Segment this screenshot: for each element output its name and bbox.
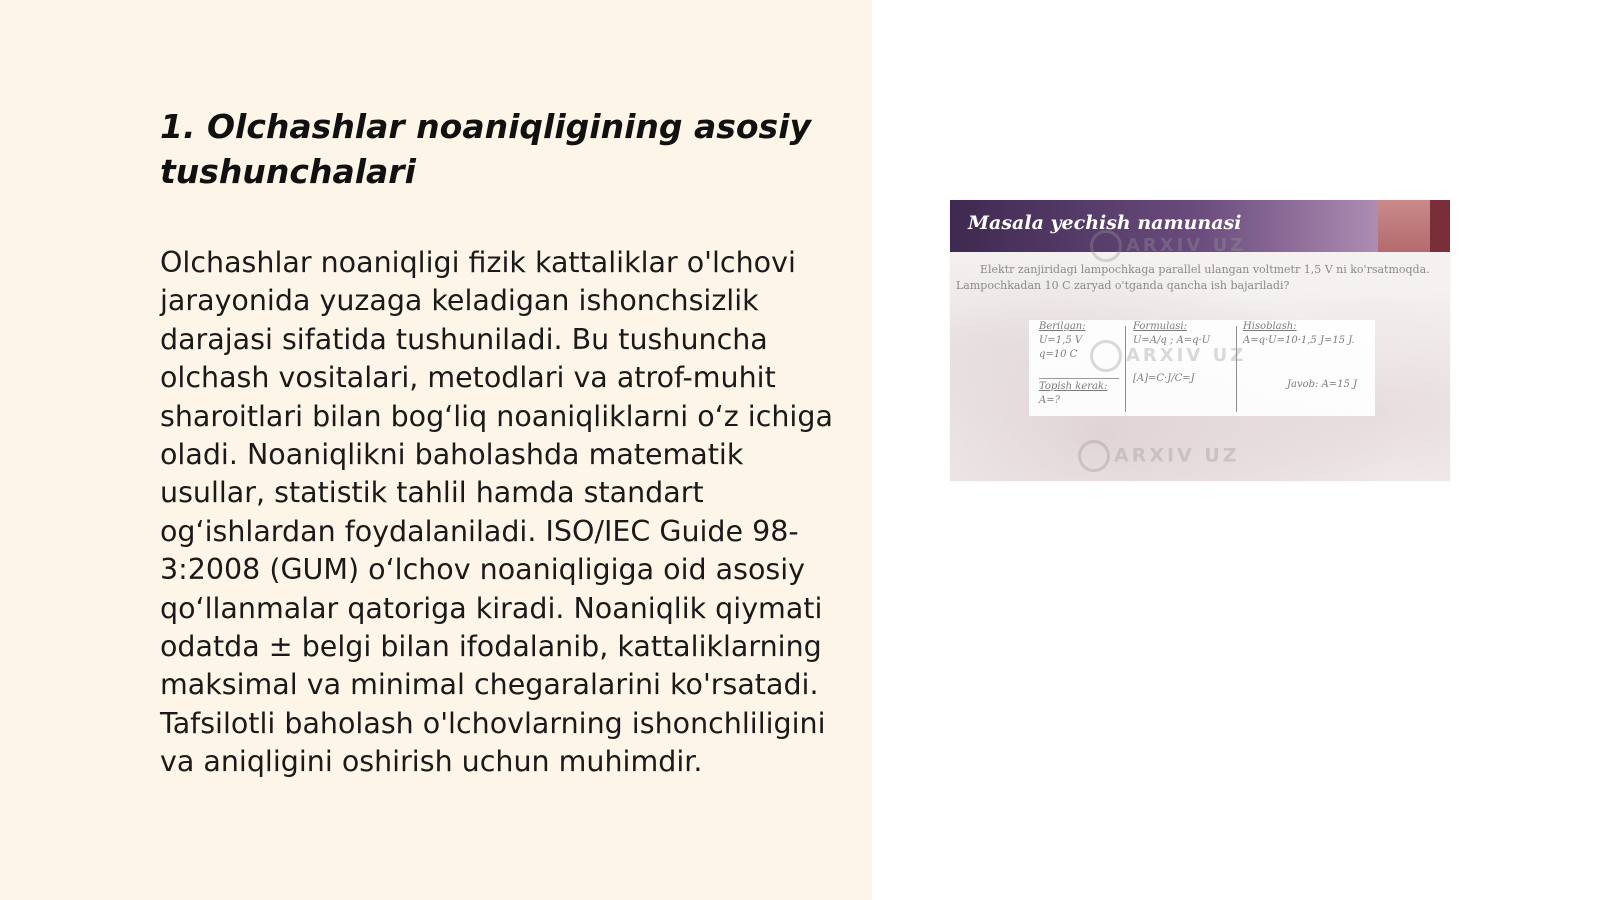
given-heading: Berilgan: xyxy=(1039,321,1086,332)
formula-unit: [A]=C·J/C=J xyxy=(1133,373,1195,384)
problem-statement: Elektr zanjiridagi lampochkaga parallel ulangan voltmetr 1,5 V ni ko'rsatmoqda. Lampochkadan 10 C zaryad o'tganda qancha ish bajariladi? xyxy=(956,263,1430,292)
find-heading: Topish kerak: xyxy=(1039,381,1108,392)
given-value: q=10 C xyxy=(1039,349,1078,360)
watermark-logo xyxy=(1090,230,1246,262)
slide-body-text: Olchashlar noaniqligi fizik kattaliklar o'lchovi jarayonida yuzaga keladigan ishonchsizlik darajasi sifatida tushuniladi. Bu tushuncha olchash vositalari, metodlari va atrof-muhit sharoitlari bilan bog‘liq noaniqliklarni o‘z ichiga oladi. Noaniqlikni baholashda matematik usullar, statistik tahlil hamda standart og‘ishlardan foydalaniladi. ISO/IEC Guide 98-3:2008 (GUM) o‘lchov noaniqligiga oid asosiy qo‘llanmalar qatoriga kiradi. Noaniqlik qiymati odatda ± belgi bilan ifodalanib, kattaliklarning maksimal va minimal chegaralarini ko'rsatadi. Tafsilotli baholash o'lchovlarning ishonchliligini va aniqligini oshirish uchun muhimdir. xyxy=(160,246,833,779)
watermark-ring-icon xyxy=(1090,230,1122,262)
unit-block xyxy=(1133,372,1195,386)
slide-title: 1. Olchashlar noaniqligining asosiy tushunchalari xyxy=(160,107,812,191)
watermark-text: ARXIV UZ xyxy=(1114,444,1240,467)
watermark-ring-icon xyxy=(1078,440,1110,472)
find-block xyxy=(1039,380,1107,408)
watermark-text: ARXIV UZ xyxy=(1126,235,1247,256)
watermark-logo xyxy=(1090,340,1246,372)
find-value: A=? xyxy=(1039,395,1060,406)
image-header-title: Masala yechish namunasi xyxy=(968,212,1242,234)
header-accent-stripe xyxy=(1430,200,1450,252)
formula-heading: Formulasi: xyxy=(1133,321,1187,332)
calculation-heading: Hisoblash: xyxy=(1243,321,1297,332)
calculation-value: A=q·U=10·1,5 J=15 J. xyxy=(1243,335,1355,346)
formula-value: U=A/q ; A=q·U xyxy=(1133,335,1211,346)
header-accent-block xyxy=(1378,200,1430,252)
calculation-column xyxy=(1243,320,1369,416)
answer-value: Javob: A=15 J xyxy=(1287,379,1358,390)
watermark-logo xyxy=(1078,440,1240,472)
watermark-ring-icon xyxy=(1090,340,1122,372)
watermark-text: ARXIV UZ xyxy=(1126,345,1247,366)
given-value: U=1,5 V xyxy=(1039,335,1083,346)
example-problem-image xyxy=(950,200,1450,481)
